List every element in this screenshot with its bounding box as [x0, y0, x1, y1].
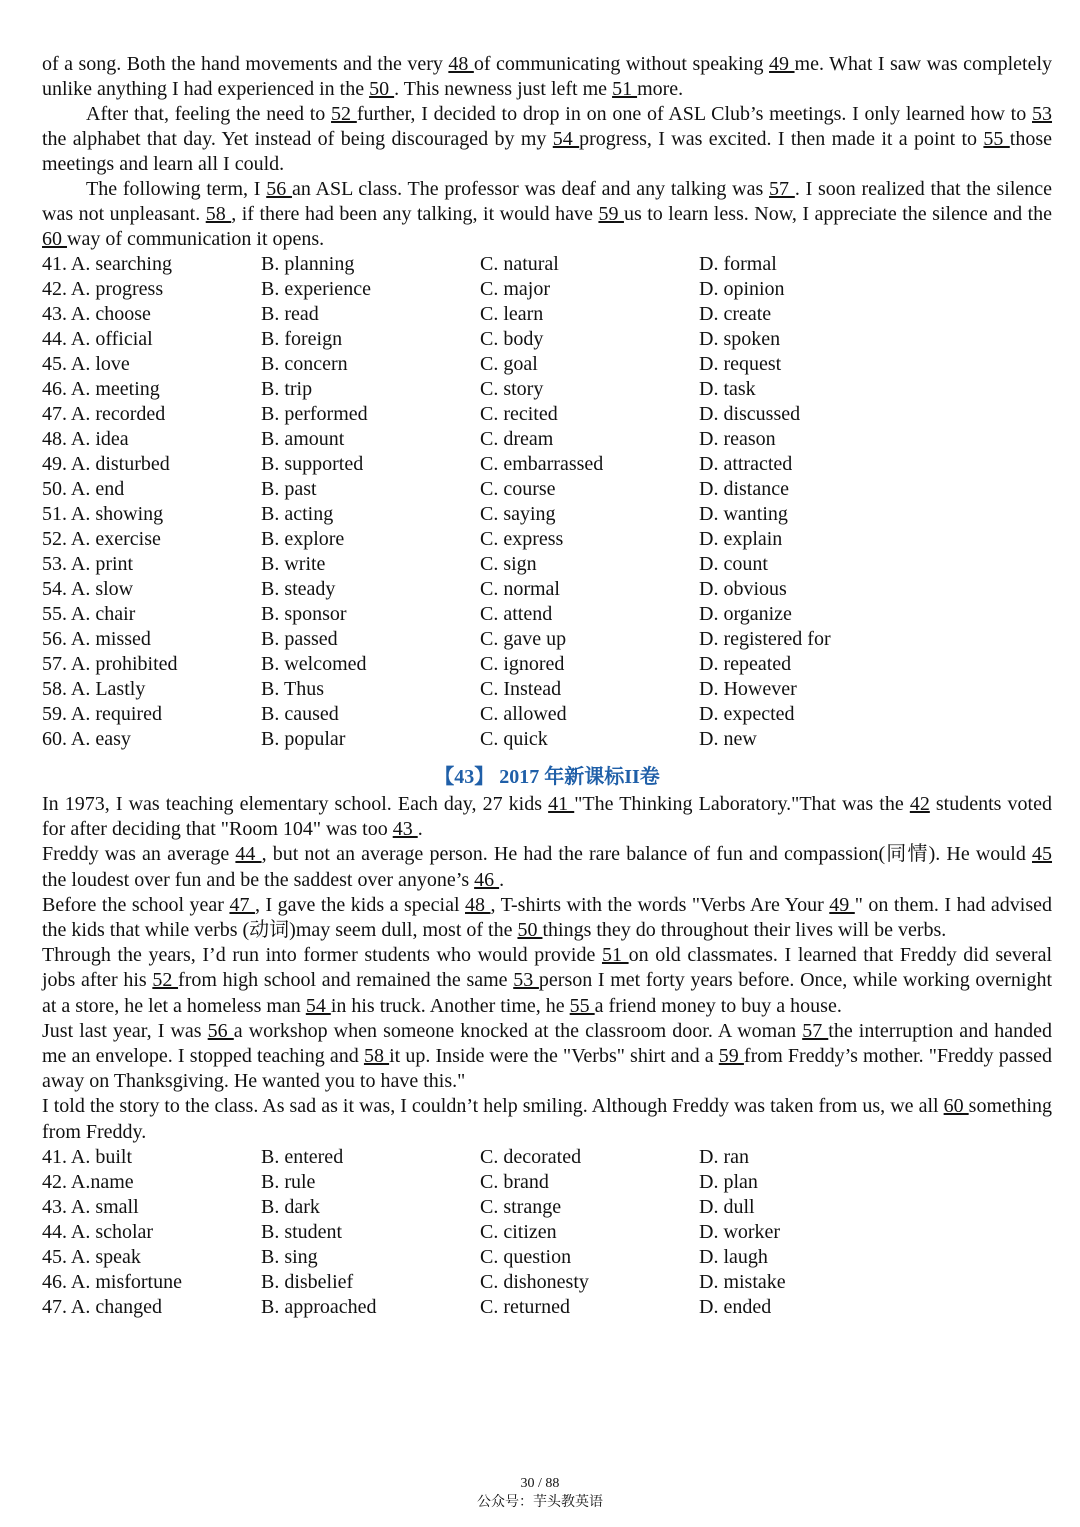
option-d: D. worker [699, 1220, 781, 1243]
option-row [42, 327, 1052, 352]
blank-51: 51 [601, 944, 629, 967]
blank-55: 55 [569, 994, 595, 1017]
blank-59: 59 [598, 203, 624, 225]
blank-46: 46 [474, 868, 500, 891]
option-d: D. discussed [699, 403, 801, 425]
blank-51: 51 [612, 78, 638, 100]
option-a: 46. A. misfortune [42, 1270, 182, 1293]
passage-paragraph: of a song. Both the hand movements and the very 48 of communicating without speaking 49 me. What I saw was completely unlike anything I had experienced in the 50 . This newness just left me 51 more. [42, 53, 1053, 100]
option-b: B. approached [261, 1295, 377, 1318]
option-d: D. create [699, 303, 772, 325]
option-b: B. amount [261, 428, 345, 450]
blank-49: 49 [829, 893, 855, 916]
option-b: B. welcomed [261, 653, 367, 675]
option-c: C. decorated [480, 1145, 582, 1168]
passage-paragraph: The following term, I 56 an ASL class. The professor was deaf and any talking was 57 . I soon realized that the silence was not unpleasant. 58 , if there had been any talking, it would have 59 us to learn less. Now, I appreciate the silence and the 60 way of communication it opens. [42, 178, 1053, 250]
option-a: 47. A. recorded [42, 403, 166, 425]
option-a: 43. A. choose [42, 303, 151, 325]
blank-56: 56 [266, 178, 292, 200]
option-b: B. steady [261, 578, 336, 600]
blank-59: 59 [718, 1045, 744, 1068]
options-list-1 [42, 252, 1052, 752]
option-c: C. ignored [480, 653, 565, 675]
option-d: D. request [699, 353, 782, 375]
option-b: B. sponsor [261, 603, 347, 625]
option-a: 45. A. speak [42, 1245, 141, 1268]
option-a: 41. A. built [42, 1145, 133, 1168]
option-d: D. ended [699, 1295, 772, 1318]
blank-45: 45 [1032, 843, 1053, 866]
option-b: B. supported [261, 453, 364, 475]
passage-1 [42, 52, 1052, 252]
option-b: B. sing [261, 1245, 318, 1268]
option-row [42, 1245, 1052, 1270]
option-a: 41. A. searching [42, 253, 172, 275]
option-c: C. learn [480, 303, 544, 325]
option-c: C. course [480, 478, 556, 500]
option-c: C. allowed [480, 703, 567, 725]
option-row [42, 677, 1052, 702]
option-c: C. attend [480, 603, 553, 625]
option-a: 43. A. small [42, 1195, 139, 1218]
blank-57: 57 [802, 1019, 829, 1042]
option-c: C. quick [480, 728, 548, 750]
option-d: D. repeated [699, 653, 792, 675]
passage-paragraph: Just last year, I was 56 a workshop when someone knocked at the classroom door. A woman 57 the interruption and handed me an envelope. I stopped teaching and 58 it up. Inside were the "Verbs" shirt and a 59 from Freddy’s mother. "Freddy passed away on Thanksgiving. He wanted you to have this." [42, 1019, 1053, 1093]
option-a: 57. A. prohibited [42, 653, 178, 675]
option-c: C. question [480, 1245, 572, 1268]
option-row [42, 502, 1052, 527]
option-d: D. distance [699, 478, 789, 500]
option-c: C. normal [480, 578, 560, 600]
option-d: D. reason [699, 428, 776, 450]
option-d: D. ran [699, 1145, 749, 1168]
option-row [42, 552, 1052, 577]
option-a: 46. A. meeting [42, 378, 160, 400]
option-a: 47. A. changed [42, 1295, 162, 1318]
option-row [42, 627, 1052, 652]
blank-48: 48 [448, 53, 474, 75]
passage-2 [42, 792, 1052, 1145]
option-a: 45. A. love [42, 353, 130, 375]
option-c: C. citizen [480, 1220, 557, 1243]
blank-43: 43 [392, 818, 418, 841]
blank-52: 52 [152, 969, 179, 992]
option-a: 42. A. progress [42, 278, 164, 300]
option-a: 59. A. required [42, 703, 162, 725]
option-c: C. express [480, 528, 564, 550]
option-b: B. read [261, 303, 319, 325]
option-c: C. body [480, 328, 544, 350]
blank-41: 41 [548, 793, 575, 815]
option-b: B. popular [261, 728, 346, 750]
option-a: 51. A. showing [42, 503, 164, 525]
option-row [42, 702, 1052, 727]
option-a: 49. A. disturbed [42, 453, 170, 475]
option-b: B. planning [261, 253, 355, 275]
blank-49: 49 [769, 53, 795, 75]
blank-54: 54 [552, 128, 580, 150]
option-a: 53. A. print [42, 553, 134, 575]
option-row [42, 527, 1052, 552]
option-c: C. recited [480, 403, 558, 425]
blank-52: 52 [331, 103, 357, 125]
option-d: D. organize [699, 603, 792, 625]
blank-53: 53 [1032, 103, 1053, 125]
option-a: 52. A. exercise [42, 528, 161, 550]
option-d: D. count [699, 553, 768, 575]
option-row [42, 377, 1052, 402]
option-b: B. acting [261, 503, 334, 525]
option-b: B. performed [261, 403, 368, 425]
option-c: C. major [480, 278, 550, 300]
page-number: 30 / 88 [520, 1476, 560, 1491]
option-a: 54. A. slow [42, 578, 134, 600]
blank-54: 54 [305, 994, 331, 1017]
option-c: C. strange [480, 1195, 562, 1218]
options-list-2 [42, 1145, 1052, 1320]
option-a: 48. A. idea [42, 428, 129, 450]
option-b: B. Thus [261, 678, 324, 700]
option-row [42, 652, 1052, 677]
option-b: B. experience [261, 278, 371, 300]
option-c: C. dream [480, 428, 554, 450]
option-row [42, 452, 1052, 477]
option-b: B. explore [261, 528, 345, 550]
document-page [42, 52, 1052, 1320]
option-b: B. dark [261, 1195, 320, 1218]
option-c: C. saying [480, 503, 556, 525]
option-a: 42. A.name [42, 1170, 134, 1193]
option-d: D. new [699, 728, 757, 750]
option-d: D. laugh [699, 1245, 768, 1268]
passage-paragraph: Through the years, I’d run into former students who would provide 51 on old classmates. I learned that Freddy did several jobs after his 52 from high school and remained the same 53 person I met forty years before. Once, while working overnight at a store, he let a homeless man 54 in his truck. Another time, he 55 a friend money to buy a house. [42, 944, 1053, 1017]
option-c: C. goal [480, 353, 538, 375]
blank-53: 53 [513, 969, 539, 992]
option-d: D. spoken [699, 328, 781, 350]
option-d: D. expected [699, 703, 795, 725]
blank-60: 60 [943, 1095, 969, 1118]
option-d: D. formal [699, 253, 777, 275]
option-a: 60. A. easy [42, 728, 131, 750]
option-row [42, 277, 1052, 302]
option-d: D. wanting [699, 503, 788, 525]
blank-55: 55 [983, 128, 1010, 150]
option-row [42, 1195, 1052, 1220]
option-row [42, 252, 1052, 277]
option-row [42, 577, 1052, 602]
option-c: C. embarrassed [480, 453, 604, 475]
option-d: D. registered for [699, 628, 831, 650]
option-b: B. rule [261, 1170, 316, 1193]
option-c: C. returned [480, 1295, 570, 1318]
option-row [42, 1170, 1052, 1195]
option-a: 58. A. Lastly [42, 678, 146, 700]
option-d: D. task [699, 378, 756, 400]
option-a: 55. A. chair [42, 603, 136, 625]
option-row [42, 602, 1052, 627]
option-row [42, 1270, 1052, 1295]
option-b: B. foreign [261, 328, 343, 350]
option-d: D. opinion [699, 278, 785, 300]
option-b: B. trip [261, 378, 313, 400]
option-a: 44. A. official [42, 328, 153, 350]
option-d: D. plan [699, 1170, 758, 1193]
option-d: D. explain [699, 528, 783, 550]
option-row [42, 727, 1052, 752]
option-b: B. write [261, 553, 326, 575]
option-d: D. obvious [699, 578, 787, 600]
blank-50: 50 [517, 919, 543, 942]
option-c: C. story [480, 378, 544, 400]
blank-60: 60 [42, 228, 67, 250]
option-b: B. past [261, 478, 317, 500]
option-b: B. passed [261, 628, 338, 650]
footer-account: 公众号：芋头教英语 [477, 1495, 603, 1510]
option-row [42, 427, 1052, 452]
option-row [42, 352, 1052, 377]
option-c: C. sign [480, 553, 537, 575]
blank-50: 50 [369, 78, 395, 100]
option-a: 50. A. end [42, 478, 125, 500]
option-c: C. dishonesty [480, 1270, 589, 1293]
option-a: 44. A. scholar [42, 1220, 154, 1243]
option-b: B. student [261, 1220, 343, 1243]
blank-44: 44 [235, 843, 262, 866]
option-c: C. natural [480, 253, 559, 275]
option-a: 56. A. missed [42, 628, 151, 650]
option-c: C. gave up [480, 628, 567, 650]
blank-58: 58 [205, 203, 232, 225]
blank-47: 47 [229, 893, 255, 916]
blank-57: 57 [769, 178, 795, 200]
passage-paragraph: In 1973, I was teaching elementary school. Each day, 27 kids 41 "The Thinking Laboratory."That was the 42 students voted for after deciding that "Room 104" was too 43 . [42, 793, 1052, 841]
blank-58: 58 [363, 1045, 390, 1068]
option-c: C. Instead [480, 678, 562, 700]
option-row [42, 1295, 1052, 1320]
blank-42: 42 [909, 793, 930, 815]
option-d: D. attracted [699, 453, 793, 475]
blank-48: 48 [465, 893, 491, 916]
blank-56: 56 [207, 1019, 234, 1042]
option-row [42, 1220, 1052, 1245]
passage-paragraph: After that, feeling the need to 52 further, I decided to drop in on one of ASL Club’s meetings. I only learned how to 53 the alphabet that day. Yet instead of being discouraged by my 54 progress, I was excited. I then made it a point to 55 those meetings and learn all I could. [42, 103, 1053, 175]
passage-paragraph: I told the story to the class. As sad as it was, I couldn’t help smiling. Although Freddy was taken from us, we all 60 something from Freddy. [42, 1095, 1053, 1143]
section-title: 【43】 2017 年新课标II卷 [434, 766, 660, 788]
option-d: D. dull [699, 1195, 755, 1218]
option-b: B. disbelief [261, 1270, 354, 1293]
option-d: D. However [699, 678, 797, 700]
option-b: B. entered [261, 1145, 344, 1168]
option-d: D. mistake [699, 1270, 786, 1293]
option-b: B. concern [261, 353, 348, 375]
option-b: B. caused [261, 703, 339, 725]
passage-paragraph: Freddy was an average 44 , but not an average person. He had the rare balance of fun and compassion(同情). He would 45 the loudest over fun and be the saddest over anyone’s 46 . [42, 843, 1053, 891]
option-c: C. brand [480, 1170, 549, 1193]
option-row [42, 477, 1052, 502]
passage-paragraph: Before the school year 47 , I gave the kids a special 48 , T-shirts with the words "Verbs Are Your 49 " on them. I had advised the kids that while verbs (动词)may seem dull, most of the 50 things they do throughout their lives will be verbs. [42, 893, 1053, 942]
option-row [42, 302, 1052, 327]
option-row [42, 1145, 1052, 1170]
option-row [42, 402, 1052, 427]
